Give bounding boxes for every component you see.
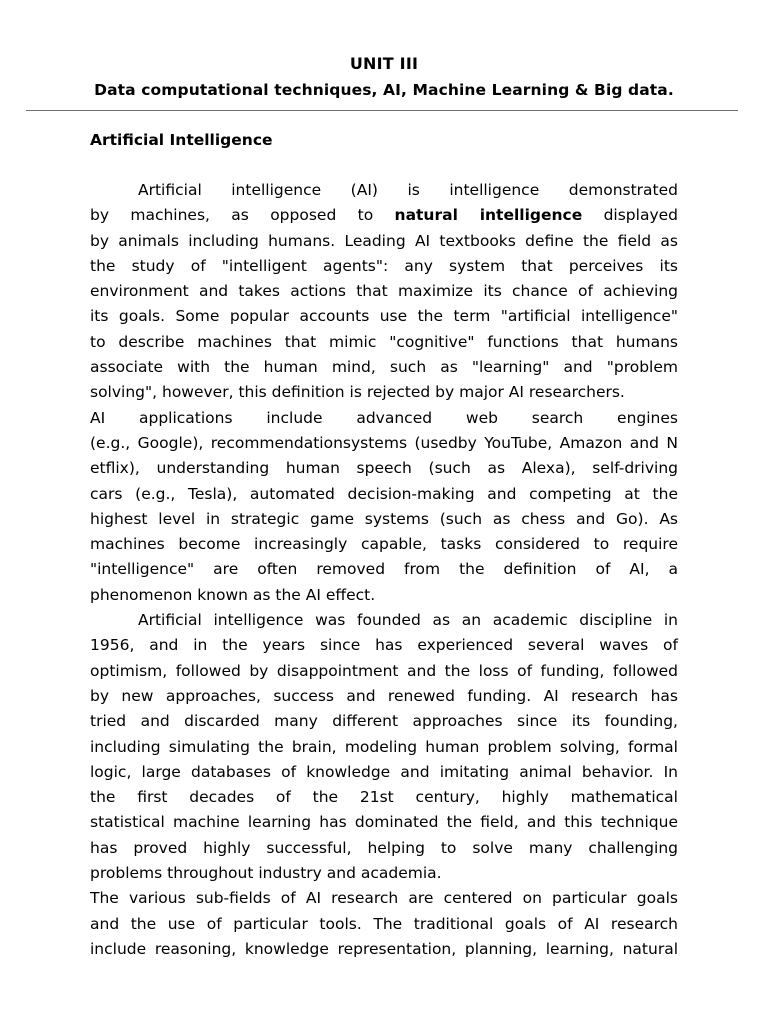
body-text	[90, 178, 678, 962]
text-line: statistical machine learning has dominated the field, and this technique	[90, 813, 678, 832]
text-line: environment and takes actions that maximize its chance of achieving	[90, 282, 678, 301]
text-line: cars (e.g., Tesla), automated decision-making and competing at the	[90, 484, 678, 503]
text-line	[90, 203, 678, 228]
text-line: (e.g., Google), recommendationsystems (usedby YouTube, Amazon and N	[90, 433, 678, 452]
text-line: problems throughout industry and academia.	[90, 864, 442, 883]
text-line: its goals. Some popular accounts use the term "artificial intelligence"	[90, 307, 678, 326]
paragraph-1	[90, 178, 678, 406]
text-line: Artificial intelligence was founded as an academic discipline in	[138, 611, 678, 630]
text-line: by animals including humans. Leading AI textbooks define the field as	[90, 231, 678, 250]
text-line: associate with the human mind, such as "learning" and "problem	[90, 358, 678, 377]
unit-title: UNIT III	[349, 54, 419, 73]
section-heading: Artificial Intelligence	[90, 131, 273, 149]
text-line: phenomenon known as the AI effect.	[90, 585, 376, 604]
text-run: displayed	[582, 206, 678, 225]
text-line: include reasoning, knowledge representation, planning, learning, natural	[90, 939, 678, 958]
text-line: etflix), understanding human speech (such as Alexa), self-driving	[90, 459, 678, 478]
header-divider	[26, 110, 738, 111]
text-line: logic, large databases of knowledge and imitating animal behavior. In	[90, 762, 678, 781]
text-line: highest level in strategic game systems (such as chess and Go). As	[90, 509, 678, 528]
text-line: "intelligence" are often removed from the definition of AI, a	[90, 560, 678, 579]
text-line: including simulating the brain, modeling human problem solving, formal	[90, 737, 678, 756]
text-line: AI applications include advanced web search engines	[90, 408, 678, 427]
text-line: the first decades of the 21st century, highly mathematical	[90, 788, 678, 807]
bold-term-natural-intelligence: natural intelligence	[394, 206, 583, 225]
text-line: and the use of particular tools. The traditional goals of AI research	[90, 914, 678, 933]
text-line: solving", however, this definition is rejected by major AI researchers.	[90, 383, 625, 402]
text-line: The various sub-fields of AI research are centered on particular goals	[90, 889, 678, 908]
paragraph-3	[90, 608, 678, 886]
text-line: Artificial intelligence (AI) is intelligence demonstrated	[138, 181, 678, 199]
text-line: tried and discarded many different approaches since its founding,	[90, 712, 678, 731]
text-run: by machines, as opposed to	[90, 206, 395, 225]
document-subtitle: Data computational techniques, AI, Machine Learning & Big data.	[94, 81, 674, 99]
text-line: 1956, and in the years since has experienced several waves of	[90, 636, 678, 655]
text-line: to describe machines that mimic "cognitive" functions that humans	[90, 332, 678, 351]
text-line: by new approaches, success and renewed funding. AI research has	[90, 686, 678, 705]
text-line: machines become increasingly capable, tasks considered to require	[90, 535, 678, 554]
text-line: the study of "intelligent agents": any system that perceives its	[90, 256, 678, 275]
text-line: optimism, followed by disappointment and the loss of funding, followed	[90, 661, 678, 680]
text-line: has proved highly successful, helping to solve many challenging	[90, 838, 678, 857]
paragraph-2	[90, 406, 678, 608]
paragraph-4	[90, 886, 678, 962]
